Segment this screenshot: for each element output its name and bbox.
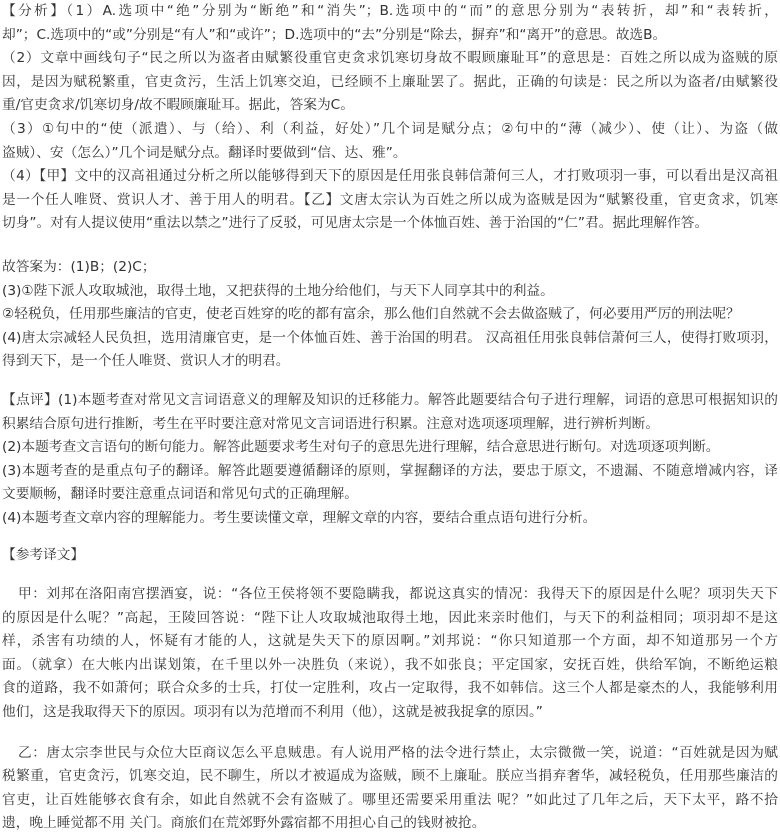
answer-line: 故答案为：(1)B；(2)C； [2,258,156,275]
comment-line: (3)本题考查的是重点句子的翻译。解答此题要遵循翻译的原则，掌握翻译的方法，要忠于原文，不遗漏、不随意增减内容，译 [2,462,778,479]
translation-heading-section [2,544,778,568]
analysis-line: 盗贼）、安（怎么）”几个词是赋分点。翻译时要做到“信、达、雅”。 [2,144,407,161]
answer-line: ②轻税负，任用那些廉洁的官吏，使老百姓穿的吃的都有富余，那么他们自然就不会去做盗贼了，何必要用严厉的刑法呢？ [2,306,740,323]
analysis-line: 却”；C.选项中的“或”分别是“有人”和“或许”；D.选项中的“去”分别是“除去，摒弃”和“离开”的意思。故选B。 [2,26,667,43]
translation-line: 面。（就拿）在大帐内出谋划策，在千里以外一决胜负（来说），我不如张良；平定国家，安抚百姓，供给军饷，不断绝运粮 [2,656,778,673]
analysis-line: 重/官吏贪求/饥寒切身/故不暇顾廉耻耳。据此，答案为C。 [2,97,354,114]
analysis-line: （4）【甲】文中的汉高祖通过分析之所以能够得到天下的原因是任用张良韩信萧何三人，才打败项羽一事，可以看出是汉高祖 [2,168,778,185]
final-answer-section [2,256,778,374]
translation-line: 官吏，让百姓能够衣食有余，如此自然就不会有盗贼了。哪里还需要采用重法 呢？”如此过了几年之后，天下太平，路不拾 [2,791,778,808]
translation-line: 甲：刘邦在洛阳南宫摆酒宴，说：“各位王侯将领不要隐瞒我，都说这真实的情况：我得天下的原因是什么呢？项羽失天下 [18,586,778,603]
answer-line: 得到天下，是一个任人唯贤、赏识人才的明君。 [2,353,290,370]
analysis-line: 【分析】（1）A.选项中“绝”分别为“断绝”和“消失”；B.选项中的“而”的意思分别为“表转折，却”和“表转折， [2,3,778,19]
comment-line: (4)本题考查文章内容的理解能力。考生要读懂文章，理解文章的内容，要结合重点语句进行分析。 [2,509,597,526]
answer-explanation-document [2,0,778,836]
comment-section [2,389,778,531]
answer-line: (3)①陛下派人攻取城池，取得土地，又把获得的土地分给他们，与天下人同享其中的利益。 [2,282,554,299]
translation-heading: 【参考译文】 [2,547,85,564]
translation-yi-paragraph [2,742,778,836]
analysis-line: （3）①句中的“使（派遣）、与（给）、利（利益，好处）”几个词是赋分点；②句中的“薄（减少）、使（让）、为盗（做 [2,120,778,137]
translation-line: 乙：唐太宗李世民与众位大臣商议怎么平息贼患。有人说用严格的法令进行禁止，太宗微微一笑，说道：“百姓就是因为赋 [18,744,778,761]
translation-jia-paragraph [2,583,778,725]
translation-line: 税繁重，官吏贪污，饥寒交迫，民不聊生，所以才被逼成为盗贼，顾不上廉耻。朕应当捐弃奢华，减轻税负，任用那些廉洁的 [2,768,778,785]
answer-line: (4)唐太宗减轻人民负担，选用清廉官吏，是一个体恤百姓、善于治国的明君。 汉高祖任用张良韩信萧何三人，使得打败项羽， [2,329,778,346]
analysis-line: 是一个任人唯贤、赏识人才、善于用人的明君。【乙】文唐太宗认为百姓之所以成为盗贼是因为“赋繁役重，官吏贪求，饥寒 [2,191,778,208]
analysis-line: 切身”。对有人提议使用“重法以禁之”进行了反驳，可见唐太宗是一个体恤百姓、善于治国的“仁”君。据此理解作答。 [2,215,709,232]
analysis-line: （2）文章中画线句子“民之所以为盗者由赋繁役重官吏贪求饥寒切身故不暇顾廉耻耳”的意思是：百姓之所以成为盗贼的原 [2,50,778,67]
translation-line: 食的道路，我不如萧何；联合众多的士兵，打仗一定胜利，攻占一定取得，我不如韩信。这三个人都是豪杰的人，我能够利用 [2,680,778,697]
comment-line: 文要顺畅，翻译时要注意重点词语和常见句式的正确理解。 [2,486,358,503]
translation-line: 的原因是什么呢？”高起，王陵回答说：“陛下让人攻取城池取得土地，因此来亲时他们，与天下的利益相同；项羽却不是这 [2,609,778,626]
translation-line: 遗，晚上睡觉都不用 关门。商旅们在荒郊野外露宿都不用担心自己的钱财被抢。 [2,815,486,832]
analysis-line: 因，是因为赋税繁重，官吏贪污，生活上饥寒交迫，已经顾不上廉耻罢了。据此，正确的句读是：民之所以为盗者/由赋繁役 [2,73,778,90]
analysis-section [2,0,778,236]
translation-line: 他们，这是我取得天下的原因。项羽有以为范增而不利用（他），这就是被我捉拿的原因。” [2,704,543,721]
comment-line: 【点评】(1)本题考查对常见文言词语意义的理解及知识的迁移能力。解答此题要结合句子进行理解，词语的意思可根据知识的 [2,391,778,408]
comment-line: (2)本题考查文言语句的断句能力。解答此题要求考生对句子的意思先进行理解，结合意思进行断句。对选项逐项判断。 [2,439,720,456]
translation-line: 样，杀害有功绩的人，怀疑有才能的人，这就是失天下的原因啊。”刘邦说：“你只知道那一个方面，却不知道那另一个方 [2,633,778,650]
comment-line: 积累结合原句进行推断，考生在平时要注意对常见文言词语进行积累。注意对选项逐项理解，进行辨析判断。 [2,415,660,432]
